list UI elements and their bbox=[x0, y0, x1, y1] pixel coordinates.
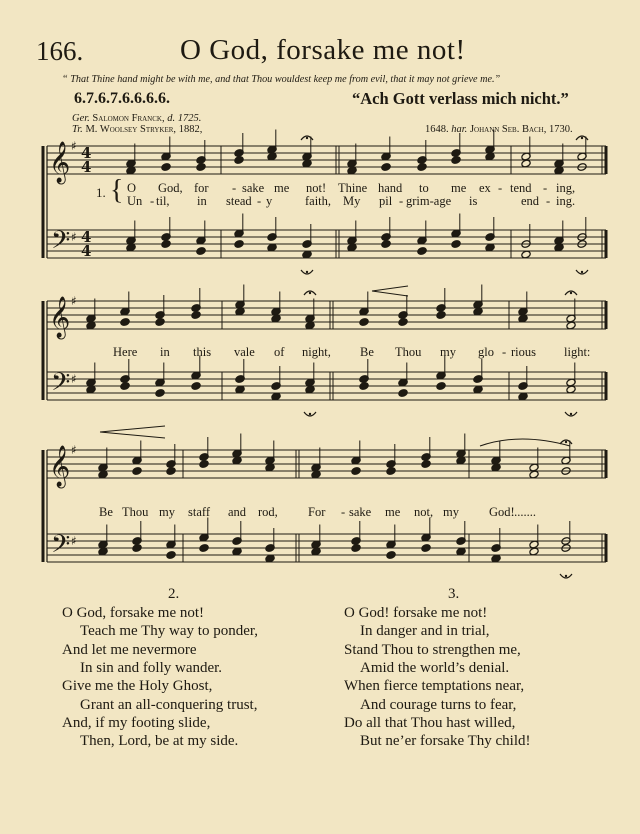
note-head bbox=[386, 467, 396, 476]
stanza-line: Then, Lord, be at my side. bbox=[80, 733, 239, 750]
lyric-syllable: Thou bbox=[122, 505, 149, 519]
lyric-syllable: - bbox=[543, 181, 548, 195]
note-head bbox=[191, 311, 201, 320]
lyric-syllable: tend bbox=[510, 181, 532, 195]
note-head bbox=[417, 163, 427, 172]
note-head bbox=[161, 240, 171, 249]
lyric-syllable: - bbox=[257, 194, 262, 208]
stanza-line: In sin and folly wander. bbox=[80, 659, 223, 676]
fermata-dot bbox=[306, 271, 308, 273]
stanza-number: 2. bbox=[168, 586, 180, 602]
credit-name: M. Woolsey Stryker, bbox=[85, 124, 177, 135]
lyric-syllable: not, bbox=[414, 505, 434, 519]
lyric-syllable: - bbox=[546, 194, 551, 208]
credit-name: Johann Seb. Bach, bbox=[469, 124, 547, 135]
note-head bbox=[436, 311, 446, 320]
lyric-syllable: Here bbox=[113, 345, 138, 359]
credit-date: d. 1725. bbox=[167, 113, 202, 124]
credit-date: 1730. bbox=[549, 124, 573, 135]
lyric-syllable: God! bbox=[489, 505, 515, 519]
lyric-syllable: Un bbox=[127, 194, 143, 208]
note-head bbox=[381, 240, 391, 249]
lyric-syllable: Be bbox=[360, 345, 374, 359]
lyric-syllable: - bbox=[232, 181, 237, 195]
bass-clef-icon: 𝄢 bbox=[51, 368, 71, 403]
stanza-line: O God! forsake me not! bbox=[344, 605, 488, 621]
lyric-syllable: Thine bbox=[338, 181, 368, 195]
note-head bbox=[132, 544, 142, 553]
lyric-syllable: Thou bbox=[395, 345, 422, 359]
treble-clef-icon: 𝄞 bbox=[49, 446, 71, 487]
note-head bbox=[234, 240, 244, 249]
note-head bbox=[155, 318, 165, 327]
stanza-line: O God, forsake me not! bbox=[62, 605, 205, 621]
time-signature-digit: 4 bbox=[81, 228, 92, 246]
lyric-syllable: not! bbox=[306, 181, 327, 195]
stanza-line: In danger and in trial, bbox=[360, 623, 490, 640]
stanza-line: But ne’er forsake Thy child! bbox=[360, 733, 531, 750]
stanza-line: Do all that Thou hast willed, bbox=[344, 714, 516, 731]
time-signature-digit: 4 bbox=[81, 242, 92, 260]
note-head bbox=[199, 460, 209, 469]
lyric-syllable: for bbox=[194, 181, 209, 195]
hymn-title: O God, forsake me not! bbox=[180, 34, 466, 66]
note-head bbox=[196, 163, 206, 172]
lyric-syllable: hand bbox=[378, 181, 403, 195]
fermata-dot bbox=[306, 137, 308, 139]
credit-label: Ger. bbox=[72, 113, 90, 124]
note-head bbox=[351, 544, 361, 553]
note-head bbox=[155, 389, 165, 398]
lyric-syllable: is bbox=[469, 194, 478, 208]
note-head bbox=[381, 163, 391, 172]
note-head bbox=[451, 240, 461, 249]
note-head bbox=[421, 544, 431, 553]
lyric-syllable: sake bbox=[349, 505, 372, 519]
fermata-dot bbox=[309, 413, 311, 415]
credit-name: Salomon Franck, bbox=[92, 113, 165, 124]
fermata-dot bbox=[309, 292, 311, 294]
german-author-credit bbox=[72, 113, 201, 124]
lyric-syllable: ........ bbox=[511, 505, 536, 519]
key-signature-sharp: ♯ bbox=[71, 372, 77, 386]
key-signature-sharp: ♯ bbox=[71, 230, 77, 244]
lyric-syllable: in bbox=[160, 345, 170, 359]
lyric-syllable: til, bbox=[156, 194, 170, 208]
bass-clef-icon: 𝄢 bbox=[51, 226, 71, 261]
stanza-line: Amid the world’s denial. bbox=[360, 659, 510, 676]
lyric-syllable: ex bbox=[479, 181, 491, 195]
lyric-syllable: staff bbox=[188, 505, 210, 519]
stanza-line: Give me the Holy Ghost, bbox=[62, 678, 213, 695]
credit-date: 1882, bbox=[178, 124, 203, 135]
treble-clef-icon: 𝄞 bbox=[49, 297, 71, 338]
lyric-syllable: me bbox=[451, 181, 467, 195]
stanza-line: And courage turns to fear, bbox=[360, 696, 517, 713]
note-head bbox=[161, 163, 171, 172]
lyric-syllable: - bbox=[341, 505, 346, 519]
lyric-syllable: in bbox=[197, 194, 207, 208]
lyric-syllable: vale bbox=[234, 345, 255, 359]
note-head bbox=[196, 247, 206, 256]
fermata-dot bbox=[565, 441, 567, 443]
lyric-brace: { bbox=[110, 175, 124, 206]
credit-date: 1648. bbox=[425, 124, 449, 135]
lyric-syllable: God, bbox=[158, 181, 183, 195]
key-signature-sharp: ♯ bbox=[71, 294, 77, 308]
stanza-line: Teach me Thy way to ponder, bbox=[80, 623, 259, 640]
note-head bbox=[234, 156, 244, 165]
credit-label: Tr. bbox=[72, 124, 83, 135]
lyric-syllable: my bbox=[443, 505, 459, 519]
treble-clef-icon: 𝄞 bbox=[49, 142, 71, 183]
crescendo-hairpin bbox=[100, 426, 165, 438]
lyric-syllable: faith, bbox=[305, 194, 332, 208]
german-tune-title: “Ach Gott verlass mich nicht.” bbox=[352, 89, 569, 108]
lyric-syllable: end bbox=[521, 194, 540, 208]
lyric-syllable: ing. bbox=[556, 194, 576, 208]
note-head bbox=[166, 467, 176, 476]
fermata-dot bbox=[570, 292, 572, 294]
note-head bbox=[120, 318, 130, 327]
lyric-syllable: O bbox=[127, 181, 137, 195]
time-signature-digit: 4 bbox=[81, 158, 92, 176]
lyric-syllable: For bbox=[308, 505, 326, 519]
lyric-syllable: me bbox=[385, 505, 401, 519]
fermata-dot bbox=[581, 137, 583, 139]
lyric-syllable: - bbox=[502, 345, 507, 359]
credit-label: har. bbox=[451, 124, 468, 135]
key-signature-sharp: ♯ bbox=[71, 443, 77, 457]
lyric-syllable: of bbox=[274, 345, 285, 359]
note-head bbox=[436, 382, 446, 391]
lyric-syllable: light: bbox=[564, 345, 591, 359]
lyric-syllable: - bbox=[399, 194, 404, 208]
decrescendo-hairpin bbox=[372, 286, 408, 296]
note-head bbox=[191, 382, 201, 391]
stanza-line: When fierce temptations near, bbox=[344, 678, 525, 695]
lyric-syllable: - bbox=[498, 181, 503, 195]
lyric-syllable: stead bbox=[226, 194, 252, 208]
lyric-syllable: rod, bbox=[258, 505, 278, 519]
note-head bbox=[132, 467, 142, 476]
key-signature-sharp: ♯ bbox=[71, 534, 77, 548]
lyric-syllable: y bbox=[266, 194, 273, 208]
verse-number-1: 1. bbox=[96, 185, 106, 200]
stanza-line: And, if my footing slide, bbox=[62, 714, 211, 731]
fermata-dot bbox=[570, 413, 572, 415]
note-head bbox=[386, 551, 396, 560]
hymn-number: 166. bbox=[36, 36, 84, 66]
note-head bbox=[398, 389, 408, 398]
note-head bbox=[398, 318, 408, 327]
stanza-line: And let me nevermore bbox=[62, 641, 197, 658]
lyric-syllable: night, bbox=[302, 345, 331, 359]
lyric-syllable: glo bbox=[478, 345, 494, 359]
lyric-syllable: me bbox=[274, 181, 290, 195]
note-head bbox=[351, 467, 361, 476]
note-head bbox=[199, 544, 209, 553]
lyric-syllable: my bbox=[440, 345, 456, 359]
scripture-epigraph: “ That Thine hand might be with me, and that Thou wouldest keep me from evil, that it may not grieve me.” bbox=[62, 74, 501, 85]
stanza-number: 3. bbox=[448, 586, 460, 602]
note-head bbox=[451, 156, 461, 165]
lyric-syllable: and bbox=[228, 505, 247, 519]
fermata-dot bbox=[565, 575, 567, 577]
lyric-syllable: rious bbox=[511, 345, 536, 359]
lyric-syllable: to bbox=[419, 181, 429, 195]
note-head bbox=[166, 551, 176, 560]
lyric-syllable: ing, bbox=[556, 181, 576, 195]
lyric-syllable: pil bbox=[379, 194, 393, 208]
key-signature-sharp: ♯ bbox=[71, 139, 77, 153]
stanza-line: Grant an all-conquering trust, bbox=[80, 696, 258, 713]
lyric-syllable: my bbox=[159, 505, 175, 519]
lyric-syllable: this bbox=[193, 345, 212, 359]
note-head bbox=[417, 247, 427, 256]
lyric-syllable: Be bbox=[99, 505, 113, 519]
note-head bbox=[421, 460, 431, 469]
time-signature-digit: 4 bbox=[81, 144, 92, 162]
note-head bbox=[359, 382, 369, 391]
lyric-syllable: - bbox=[150, 194, 155, 208]
stanza-line: Stand Thou to strengthen me, bbox=[344, 641, 521, 658]
slur bbox=[480, 439, 570, 446]
lyric-syllable: grim-age bbox=[406, 194, 452, 208]
note-head bbox=[359, 318, 369, 327]
lyric-syllable: sake bbox=[242, 181, 265, 195]
fermata-dot bbox=[581, 271, 583, 273]
lyric-syllable: My bbox=[343, 194, 361, 208]
bass-clef-icon: 𝄢 bbox=[51, 530, 71, 565]
note-head bbox=[120, 382, 130, 391]
meter: 6.7.6.7.6.6.6.6. bbox=[74, 90, 170, 107]
